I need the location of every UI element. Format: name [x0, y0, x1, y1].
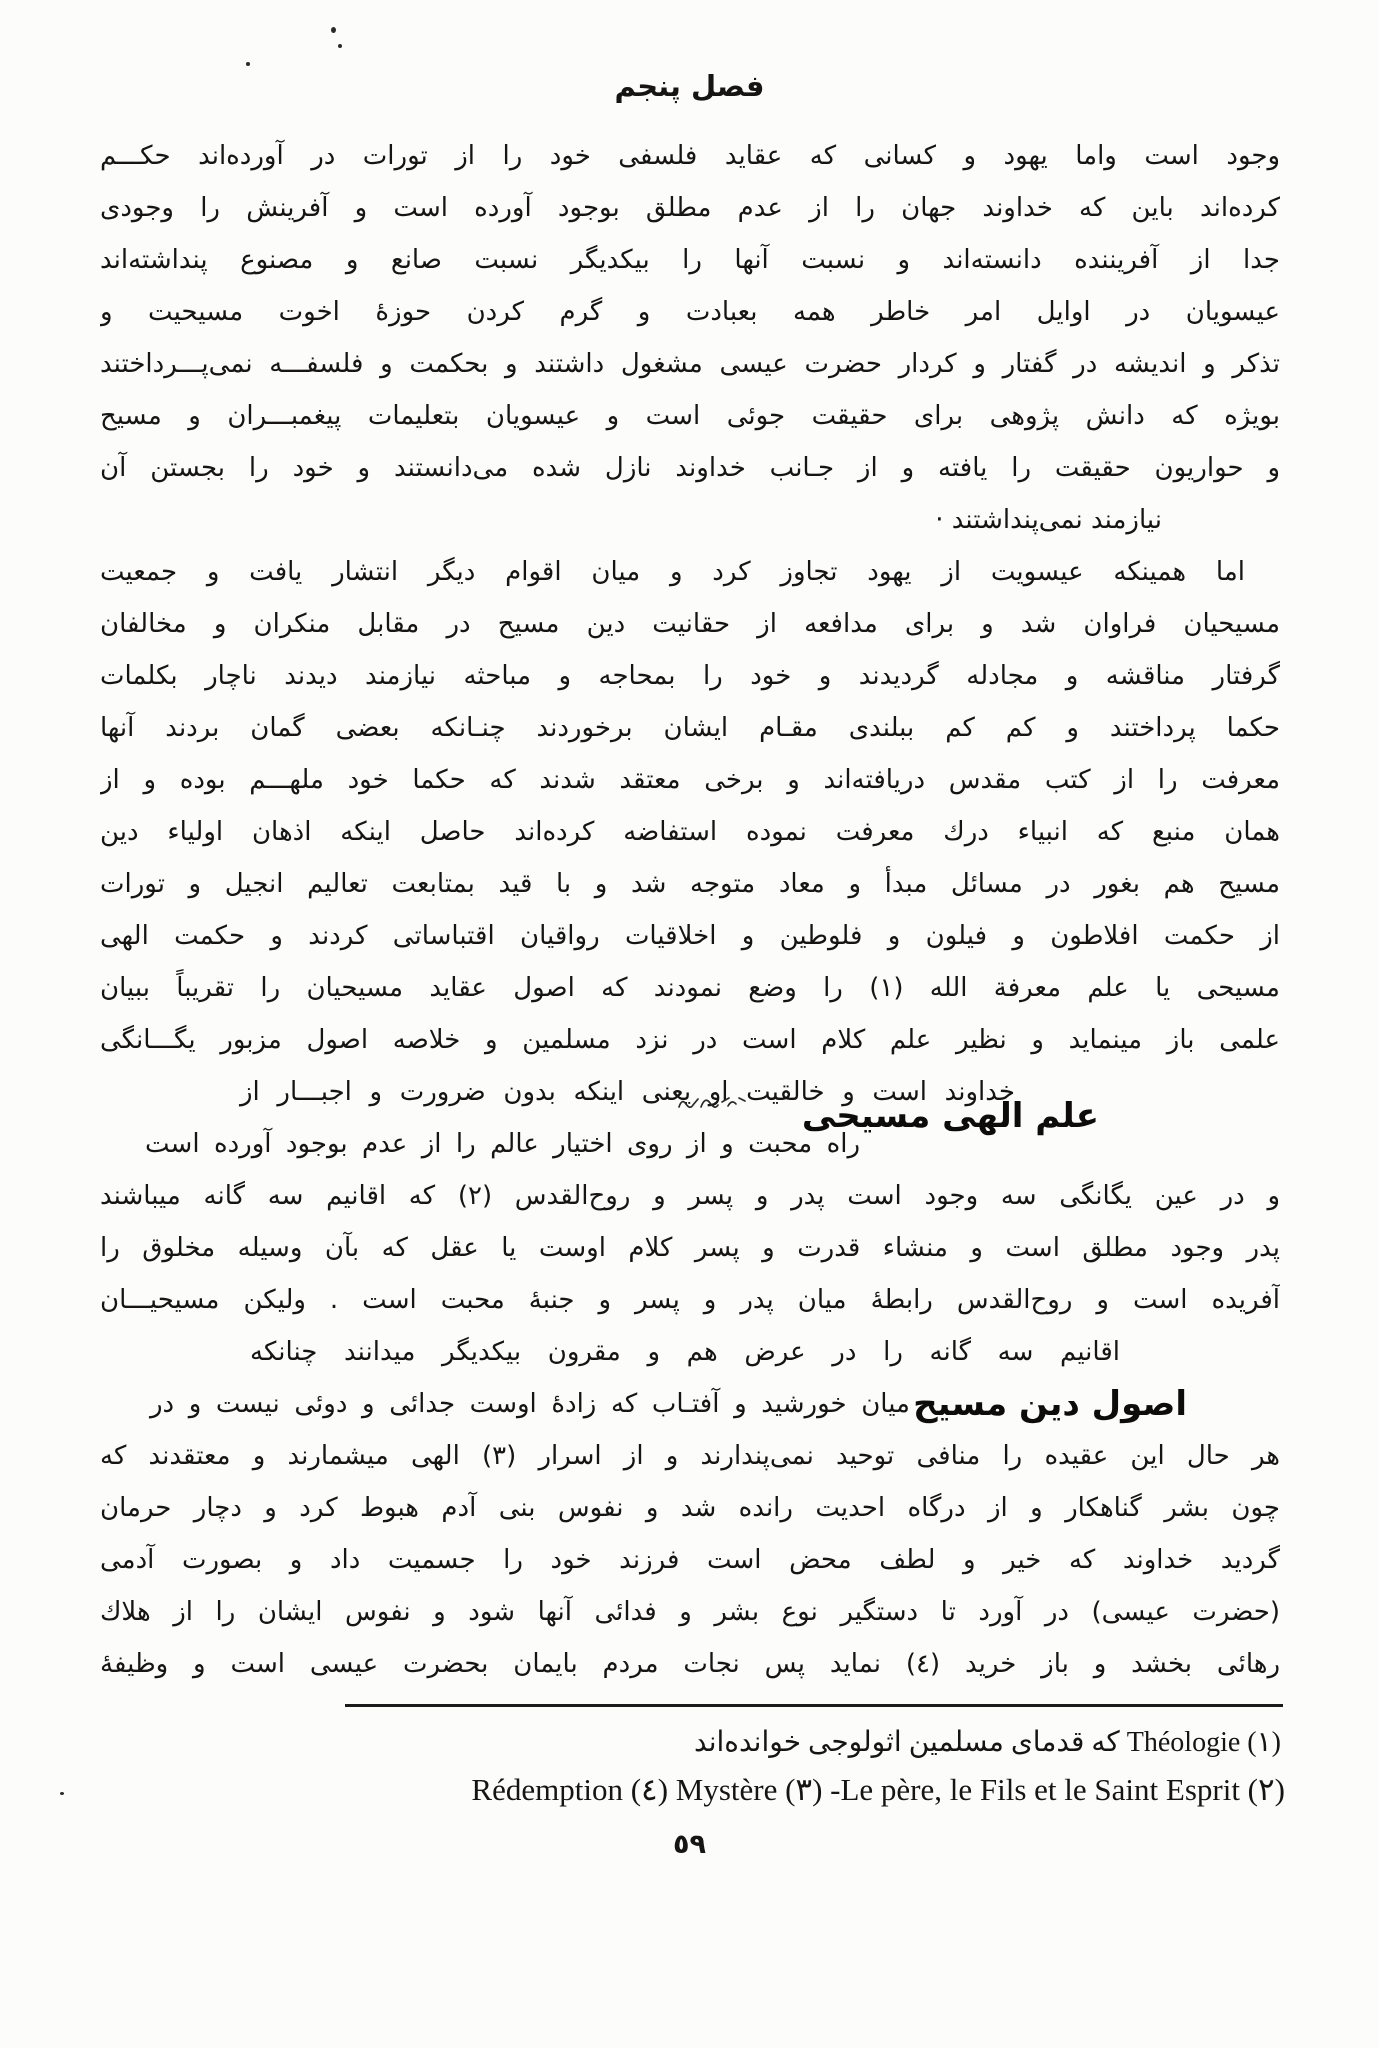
text-line: گرديد خداوند كه خير و لطف محض است فرزند خود را جسميت داد و بصورت آدمى	[100, 1545, 1280, 1575]
text-line: چون بشر گناهكار و از درگاه احديت رانده شد و نفوس بنى آدم هبوط كرد و دچار حرمان	[100, 1493, 1280, 1523]
handwritten-annotation	[676, 1092, 750, 1120]
text-line: و حواريون حقيقت را يافته و از جـانب خداوند نازل شده مى‌دانستند و خود را بجستن آن	[100, 453, 1280, 483]
text-line: رهائى بخشد و باز خريد (٤) نمايد پس نجات مردم بايمان بحضرت عيسى است و وظيفهٔ	[100, 1649, 1280, 1679]
chapter-heading: فصل پنجم	[614, 69, 765, 103]
text-line: مسيحى يا علم معرفة الله (١) را وضع نمودند كه اصول عقايد مسيحيان را تقريباً ببيان	[100, 973, 1280, 1003]
text-line: پدر وجود مطلق است و منشاء قدرت و پسر كلام اوست يا عقل كه بآن وسيله مخلوق را	[100, 1233, 1280, 1263]
scan-speck	[338, 44, 342, 48]
text-line: ميان خورشيد و آفتـاب كه زادهٔ اوست جدائى و دوئى نيست و در	[150, 1389, 910, 1419]
text-line: (حضرت عيسى) در آورد تا دستگير نوع بشر و فدائى آنها شود و نفوس ايشان را از هلاك	[100, 1597, 1280, 1627]
margin-note-principles-of-christ-religion: اصول دين مسيح	[913, 1384, 1187, 1424]
scan-speck	[246, 62, 250, 66]
text-line: هر حال اين عقيده را منافى توحيد نمى‌پندارند و از اسرار (٣) الهى ميشمارند و معتقدند كه	[100, 1441, 1280, 1471]
text-line: و در عين يگانگى سه وجود است پدر و پسر و روح‌القدس (٢) كه اقانيم سه گانه ميباشند	[100, 1181, 1280, 1211]
text-line: وجود است واما يهود و كسانى كه عقايد فلسفى خود را از تورات در آورده‌اند حكـــم	[100, 141, 1280, 171]
text-line: كرده‌اند باين كه خداوند جهان را از عدم مطلق بوجود آورده است و آفرينش را وجودى	[100, 193, 1280, 223]
text-line: مسيح هم بغور در مسائل مبدأ و معاد متوجه شد و با قيد بمتابعت تعاليم انجيل و تورات	[100, 869, 1280, 899]
footnote-trinity-terms: Rédemption (٤) Mystère (٣) -Le père, le Fils et le Saint Esprit (٢)	[471, 1772, 1285, 1807]
text-line: از حكمت افلاطون و فيلون و فلوطين و اخلاقيات رواقيان اقتباساتى كردند و حكمت الهى	[100, 921, 1280, 951]
text-line: گرفتار مناقشه و مجادله گرديدند و خود را بمحاجه و مباحثه نيازمند ديدند ناچار بكلمات	[100, 661, 1280, 691]
footnote-theologie: (١) Théologie كه قدماى مسلمين اثولوجى خوانده‌اند	[694, 1727, 1281, 1758]
text-line: همان منبع كه انبياء درك معرفت نموده استفاضه كرده‌اند حاصل اينكه اذهان اولياء دين	[100, 817, 1280, 847]
text-line: معرفت را از كتب مقدس دريافته‌اند و برخى معتقد شدند كه حكما خود ملهـــم بوده و از	[100, 765, 1280, 795]
text-line: بويژه كه دانش پژوهى براى حقيقت جوئى است و عيسويان بتعليمات پيغمبـــران و مسيح	[100, 401, 1280, 431]
scan-speck	[60, 1792, 64, 1795]
text-line: اقانيم سه گانه را در عرض هم و مقرون بيكديگر ميدانند چنانكه	[250, 1337, 1120, 1367]
text-line: اما همينكه عيسويت از يهود تجاوز كرد و ميان اقوام ديگر انتشار يافت و جمعيت	[100, 557, 1245, 587]
text-line: علمى باز مينمايد و نظير علم كلام است در نزد مسلمين و خلاصه اصول مزبور يگـــانگى	[100, 1025, 1280, 1055]
margin-note-christian-theology: علم الهى مسيحى	[801, 1096, 1099, 1136]
text-line: خداوند است و خالقيت او يعنى اينكه بدون ضرورت و اجبـــار از	[240, 1077, 1015, 1107]
text-line: مسيحيان فراوان شد و براى مدافعه از حقانيت دين مسيح در مقابل منكران و مخالفان	[100, 609, 1280, 639]
scan-speck	[331, 27, 336, 33]
text-line: جدا از آفريننده دانسته‌اند و نسبت آنها را بيكديگر نسبت صانع و مصنوع پنداشته‌اند	[100, 245, 1280, 275]
text-line: عيسويان در اوايل امر خاطر همه بعبادت و گرم كردن حوزهٔ اخوت مسيحيت و	[100, 297, 1280, 327]
text-line: راه محبت و از روى اختيار عالم را از عدم بوجود آورده است	[145, 1129, 860, 1159]
footnote-divider	[345, 1704, 1283, 1707]
text-line: تذكر و انديشه در گفتار و كردار حضرت عيسى مشغول داشتند و بحكمت و فلسفـــه نمى‌پـــرداختند	[100, 349, 1280, 379]
body-text-column	[100, 130, 1280, 1690]
text-line: نيازمند نمى‌پنداشتند ·	[935, 505, 1162, 535]
text-line: آفريده است و روح‌القدس رابطهٔ ميان پدر و پسر و جنبهٔ محبت است . وليكن مسيحيـــان	[100, 1285, 1280, 1315]
text-line: حكما پرداختند و كم كم ببلندى مقـام ايشان برخوردند چنـانكه بعضى گمان بردند آنها	[100, 713, 1280, 743]
page-number: ٥٩	[673, 1829, 706, 1860]
body-lines	[100, 130, 1280, 1690]
